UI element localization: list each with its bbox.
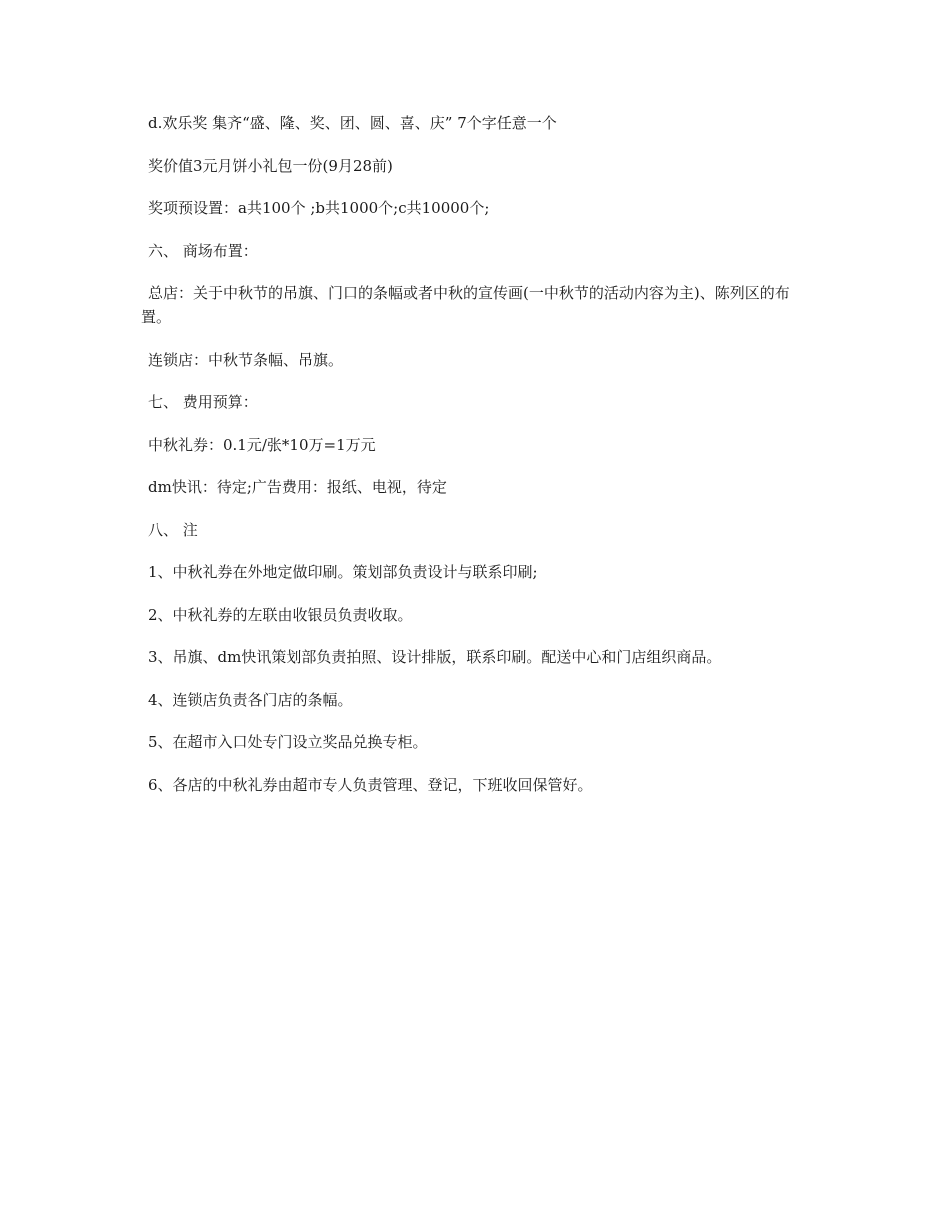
note-item-6: 6、各店的中秋礼券由超市专人负责管理、登记，下班收回保管好。 [148,775,593,794]
paragraph-voucher-cost: 中秋礼券：0.1元/张*10万=1万元 [148,435,376,454]
note-item-4: 4、连锁店负责各门店的条幅。 [148,690,353,709]
note-item-1: 1、中秋礼券在外地定做印刷。策划部负责设计与联系印刷; [148,563,538,581]
paragraph-prize-d: d.欢乐奖 集齐“盛、隆、奖、团、圆、喜、庆” 7个字任意一个 [148,114,557,132]
paragraph-main-store: 总店：关于中秋节的吊旗、门口的条幅或者中秋的宣传画(一中秋节的活动内容为主)、陈列区的布置。 [141,284,790,326]
paragraph-dm-cost: dm快讯：待定;广告费用：报纸、电视，待定 [148,478,447,496]
section-heading-mall-layout: 六、 商场布置： [148,241,258,260]
section-heading-budget: 七、 费用预算： [148,393,258,411]
note-item-5: 5、在超市入口处专门设立奖品兑换专柜。 [148,733,428,751]
document-body [141,111,813,815]
section-heading-notes: 八、 注 [148,520,198,539]
note-item-3: 3、吊旗、dm快讯策划部负责拍照、设计排版，联系印刷。配送中心和门店组织商品。 [148,648,722,666]
note-item-2: 2、中秋礼券的左联由收银员负责收取。 [148,605,413,624]
paragraph-prize-quantity: 奖项预设置：a共100个 ;b共1000个;c共10000个; [148,199,490,217]
paragraph-prize-value: 奖价值3元月饼小礼包一份(9月28前) [148,156,393,175]
paragraph-chain-store: 连锁店：中秋节条幅、吊旗。 [148,350,344,369]
